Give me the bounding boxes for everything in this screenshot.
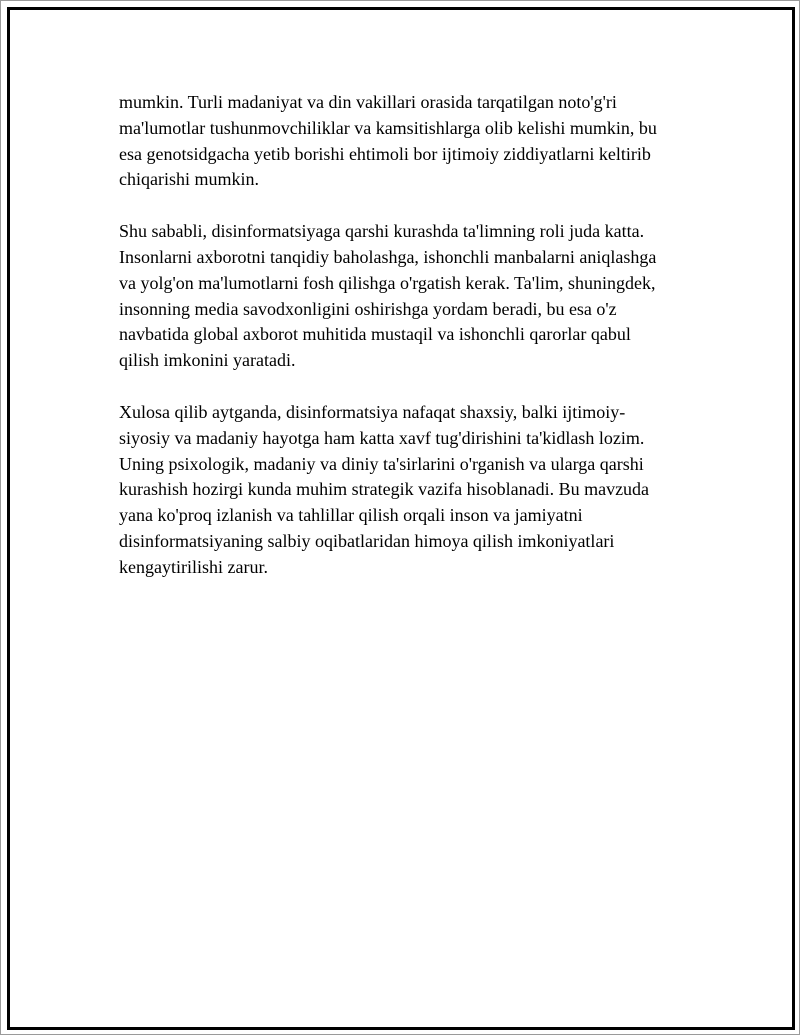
paragraph-2: Shu sababli, disinformatsiyaga qarshi kurashda ta'limning roli juda katta. Insonlarni axborotni tanqidiy baholashga, ishonchli manbalarni aniqlashga va yolg'on ma'lumotlarni fosh qilishga o'rgatish kerak. Ta'lim, shuningdek, insonning media savodxonligini oshirishga yordam beradi, bu esa o'z navbatida global axborot muhitida mustaqil va ishonchli qarorlar qabul qilish imkonini yaratadi. (119, 221, 657, 371)
paragraph-1: mumkin. Turli madaniyat va din vakillari orasida tarqatilgan noto'g'ri ma'lumotlar tushunmovchiliklar va kamsitishlarga olib kelishi mumkin, bu esa genotsidgacha yetib borishi ehtimoli bor ijtimoiy ziddiyatlarni keltirib chiqarishi mumkin. (119, 92, 657, 190)
document-body (119, 90, 679, 607)
paragraph-3: Xulosa qilib aytganda, disinformatsiya nafaqat shaxsiy, balki ijtimoiy- siyosiy va madaniy hayotga ham katta xavf tug'dirishini ta'kidlash lozim. Uning psixologik, madaniy va diniy ta'sirlarini o'rganish va ularga qarshi kurashish hozirgi kunda muhim strategik vazifa hisoblanadi. Bu mavzuda yana ko'proq izlanish va tahlillar qilish orqali inson va jamiyatni disinformatsiyaning salbiy oqibatlaridan himoya qilish imkoniyatlari kengaytirilishi zarur. (119, 401, 650, 577)
